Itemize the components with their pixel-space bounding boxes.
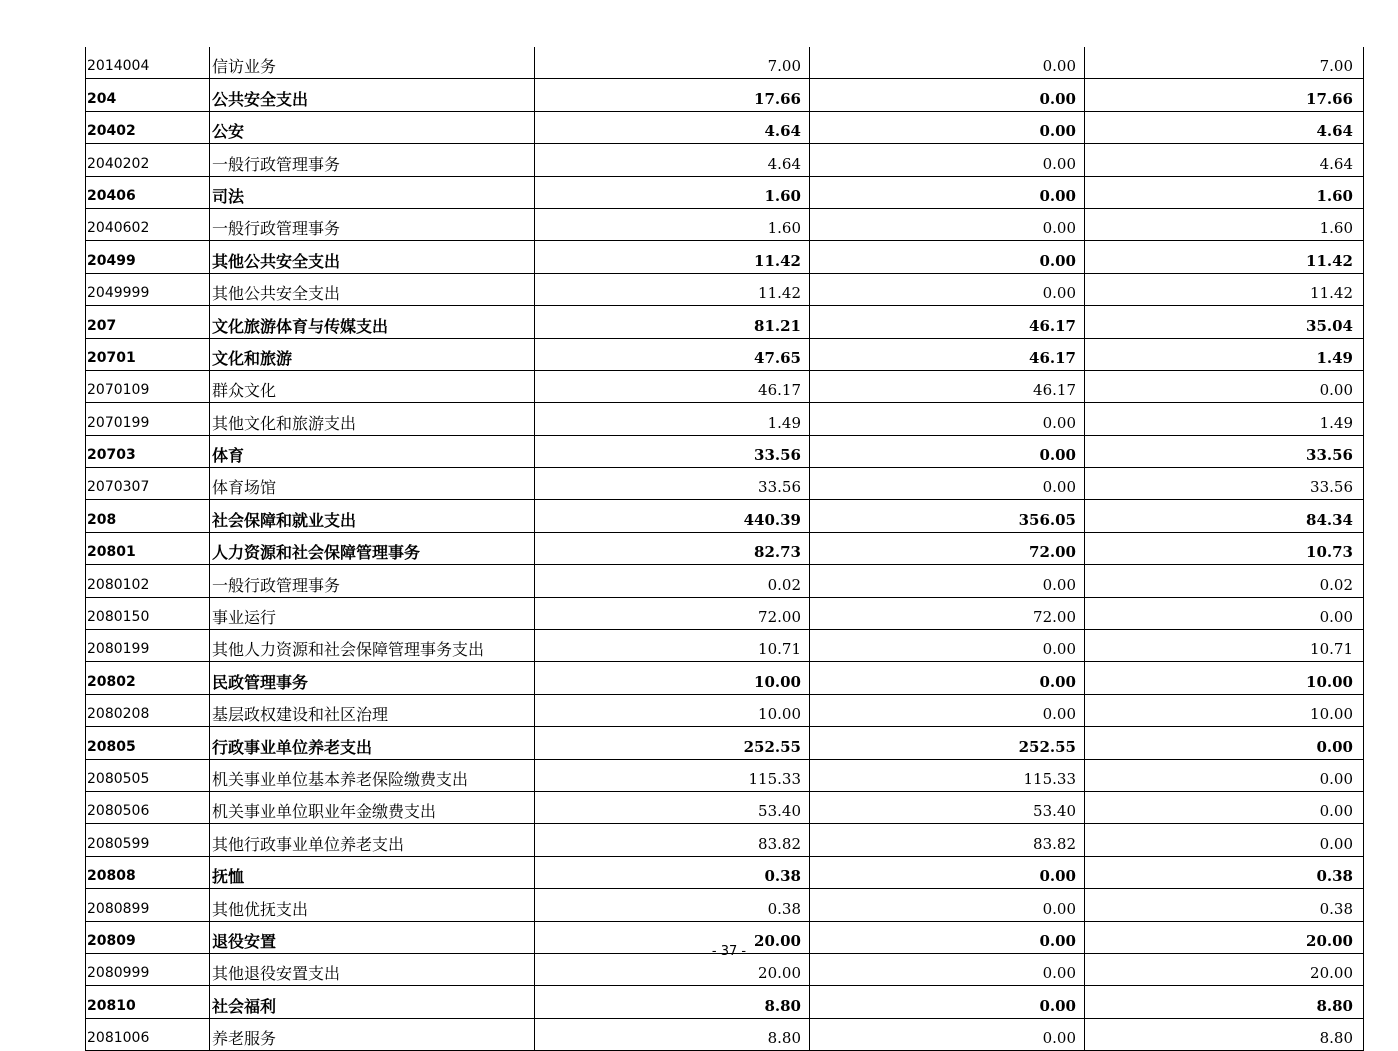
basic-expense-cell: 46.17 — [810, 306, 1085, 338]
basic-expense-cell: 0.00 — [810, 435, 1085, 467]
basic-expense-cell: 0.00 — [810, 176, 1085, 208]
total-amount-cell: 7.00 — [535, 47, 810, 79]
table-row — [86, 694, 1364, 726]
account-code-cell: 2081006 — [86, 1018, 210, 1050]
total-amount-cell: 10.71 — [535, 630, 810, 662]
account-code-cell: 2080506 — [86, 791, 210, 823]
account-code-cell: 20801 — [86, 532, 210, 564]
account-code-cell: 2080999 — [86, 953, 210, 985]
account-code-cell: 2080102 — [86, 565, 210, 597]
account-name-cell: 公共安全支出 — [210, 79, 535, 111]
basic-expense-cell: 0.00 — [810, 565, 1085, 597]
account-name-cell: 行政事业单位养老支出 — [210, 727, 535, 759]
total-amount-cell: 33.56 — [535, 468, 810, 500]
account-name-cell: 机关事业单位基本养老保险缴费支出 — [210, 759, 535, 791]
project-expense-cell: 11.42 — [1085, 241, 1364, 273]
account-code-cell: 2080150 — [86, 597, 210, 629]
budget-table — [85, 47, 1364, 1051]
account-code-cell: 2014004 — [86, 47, 210, 79]
table-row — [86, 791, 1364, 823]
account-name-cell: 一般行政管理事务 — [210, 208, 535, 240]
total-amount-cell: 0.02 — [535, 565, 810, 597]
total-amount-cell: 4.64 — [535, 111, 810, 143]
page-number: - 37 - — [711, 944, 747, 959]
account-code-cell: 20805 — [86, 727, 210, 759]
table-row — [86, 403, 1364, 435]
basic-expense-cell: 72.00 — [810, 532, 1085, 564]
account-code-cell: 20499 — [86, 241, 210, 273]
project-expense-cell: 84.34 — [1085, 500, 1364, 532]
basic-expense-cell: 0.00 — [810, 1018, 1085, 1050]
table-row — [86, 986, 1364, 1018]
table-row — [86, 630, 1364, 662]
basic-expense-cell: 46.17 — [810, 370, 1085, 402]
basic-expense-cell: 0.00 — [810, 662, 1085, 694]
total-amount-cell: 20.00 — [535, 921, 810, 953]
account-name-cell: 抚恤 — [210, 856, 535, 888]
total-amount-cell: 8.80 — [535, 986, 810, 1018]
table-row — [86, 565, 1364, 597]
project-expense-cell: 0.00 — [1085, 791, 1364, 823]
total-amount-cell: 252.55 — [535, 727, 810, 759]
total-amount-cell: 47.65 — [535, 338, 810, 370]
total-amount-cell: 81.21 — [535, 306, 810, 338]
project-expense-cell: 0.00 — [1085, 727, 1364, 759]
total-amount-cell: 1.60 — [535, 208, 810, 240]
table-row — [86, 889, 1364, 921]
project-expense-cell: 17.66 — [1085, 79, 1364, 111]
total-amount-cell: 0.38 — [535, 889, 810, 921]
total-amount-cell: 20.00 — [535, 953, 810, 985]
total-amount-cell: 46.17 — [535, 370, 810, 402]
account-code-cell: 20402 — [86, 111, 210, 143]
total-amount-cell: 1.49 — [535, 403, 810, 435]
account-code-cell: 20802 — [86, 662, 210, 694]
account-name-cell: 体育 — [210, 435, 535, 467]
total-amount-cell: 72.00 — [535, 597, 810, 629]
basic-expense-cell: 72.00 — [810, 597, 1085, 629]
account-name-cell: 人力资源和社会保障管理事务 — [210, 532, 535, 564]
total-amount-cell: 11.42 — [535, 273, 810, 305]
project-expense-cell: 8.80 — [1085, 986, 1364, 1018]
project-expense-cell: 1.49 — [1085, 403, 1364, 435]
account-name-cell: 体育场馆 — [210, 468, 535, 500]
account-name-cell: 基层政权建设和社区治理 — [210, 694, 535, 726]
basic-expense-cell: 0.00 — [810, 403, 1085, 435]
basic-expense-cell: 0.00 — [810, 986, 1085, 1018]
project-expense-cell: 4.64 — [1085, 111, 1364, 143]
account-name-cell: 机关事业单位职业年金缴费支出 — [210, 791, 535, 823]
project-expense-cell: 0.38 — [1085, 856, 1364, 888]
total-amount-cell: 4.64 — [535, 144, 810, 176]
account-code-cell: 20810 — [86, 986, 210, 1018]
account-code-cell: 2040602 — [86, 208, 210, 240]
basic-expense-cell: 0.00 — [810, 694, 1085, 726]
table-row — [86, 144, 1364, 176]
project-expense-cell: 10.00 — [1085, 662, 1364, 694]
table-row — [86, 468, 1364, 500]
account-code-cell: 2070307 — [86, 468, 210, 500]
total-amount-cell: 8.80 — [535, 1018, 810, 1050]
account-name-cell: 其他公共安全支出 — [210, 273, 535, 305]
account-name-cell: 退役安置 — [210, 921, 535, 953]
table-row — [86, 79, 1364, 111]
account-code-cell: 208 — [86, 500, 210, 532]
basic-expense-cell: 46.17 — [810, 338, 1085, 370]
basic-expense-cell: 0.00 — [810, 273, 1085, 305]
account-code-cell: 2070109 — [86, 370, 210, 402]
project-expense-cell: 11.42 — [1085, 273, 1364, 305]
project-expense-cell: 33.56 — [1085, 468, 1364, 500]
account-name-cell: 群众文化 — [210, 370, 535, 402]
table-row — [86, 370, 1364, 402]
table-row — [86, 824, 1364, 856]
basic-expense-cell: 356.05 — [810, 500, 1085, 532]
total-amount-cell: 10.00 — [535, 694, 810, 726]
account-code-cell: 2080899 — [86, 889, 210, 921]
total-amount-cell: 82.73 — [535, 532, 810, 564]
project-expense-cell: 20.00 — [1085, 953, 1364, 985]
basic-expense-cell: 0.00 — [810, 953, 1085, 985]
account-code-cell: 2040202 — [86, 144, 210, 176]
account-name-cell: 其他公共安全支出 — [210, 241, 535, 273]
total-amount-cell: 33.56 — [535, 435, 810, 467]
table-row — [86, 435, 1364, 467]
project-expense-cell: 35.04 — [1085, 306, 1364, 338]
table-row — [86, 338, 1364, 370]
account-name-cell: 民政管理事务 — [210, 662, 535, 694]
account-name-cell: 养老服务 — [210, 1018, 535, 1050]
basic-expense-cell: 0.00 — [810, 79, 1085, 111]
account-name-cell: 文化旅游体育与传媒支出 — [210, 306, 535, 338]
project-expense-cell: 0.00 — [1085, 370, 1364, 402]
total-amount-cell: 440.39 — [535, 500, 810, 532]
account-code-cell: 20808 — [86, 856, 210, 888]
project-expense-cell: 0.00 — [1085, 597, 1364, 629]
account-code-cell: 20703 — [86, 435, 210, 467]
total-amount-cell: 0.38 — [535, 856, 810, 888]
basic-expense-cell: 0.00 — [810, 468, 1085, 500]
table-row — [86, 662, 1364, 694]
basic-expense-cell: 0.00 — [810, 856, 1085, 888]
total-amount-cell: 115.33 — [535, 759, 810, 791]
project-expense-cell: 10.00 — [1085, 694, 1364, 726]
account-code-cell: 2080505 — [86, 759, 210, 791]
project-expense-cell: 10.73 — [1085, 532, 1364, 564]
account-name-cell: 一般行政管理事务 — [210, 144, 535, 176]
total-amount-cell: 10.00 — [535, 662, 810, 694]
total-amount-cell: 11.42 — [535, 241, 810, 273]
table-row — [86, 1018, 1364, 1050]
basic-expense-cell: 0.00 — [810, 47, 1085, 79]
total-amount-cell: 1.60 — [535, 176, 810, 208]
table-row — [86, 532, 1364, 564]
budget-table-body — [86, 47, 1364, 1051]
basic-expense-cell: 0.00 — [810, 889, 1085, 921]
project-expense-cell: 33.56 — [1085, 435, 1364, 467]
project-expense-cell: 20.00 — [1085, 921, 1364, 953]
account-code-cell: 2080199 — [86, 630, 210, 662]
basic-expense-cell: 83.82 — [810, 824, 1085, 856]
project-expense-cell: 1.60 — [1085, 176, 1364, 208]
table-row — [86, 273, 1364, 305]
basic-expense-cell: 0.00 — [810, 208, 1085, 240]
project-expense-cell: 7.00 — [1085, 47, 1364, 79]
project-expense-cell: 8.80 — [1085, 1018, 1364, 1050]
basic-expense-cell: 115.33 — [810, 759, 1085, 791]
table-row — [86, 47, 1364, 79]
account-name-cell: 一般行政管理事务 — [210, 565, 535, 597]
project-expense-cell: 10.71 — [1085, 630, 1364, 662]
project-expense-cell: 0.02 — [1085, 565, 1364, 597]
project-expense-cell: 1.49 — [1085, 338, 1364, 370]
basic-expense-cell: 0.00 — [810, 921, 1085, 953]
total-amount-cell: 53.40 — [535, 791, 810, 823]
account-code-cell: 20809 — [86, 921, 210, 953]
basic-expense-cell: 0.00 — [810, 144, 1085, 176]
table-row — [86, 759, 1364, 791]
account-name-cell: 其他行政事业单位养老支出 — [210, 824, 535, 856]
account-code-cell: 2080599 — [86, 824, 210, 856]
account-name-cell: 其他文化和旅游支出 — [210, 403, 535, 435]
account-name-cell: 事业运行 — [210, 597, 535, 629]
basic-expense-cell: 252.55 — [810, 727, 1085, 759]
total-amount-cell: 17.66 — [535, 79, 810, 111]
basic-expense-cell: 0.00 — [810, 630, 1085, 662]
table-row — [86, 111, 1364, 143]
account-name-cell: 公安 — [210, 111, 535, 143]
account-code-cell: 204 — [86, 79, 210, 111]
account-code-cell: 207 — [86, 306, 210, 338]
project-expense-cell: 0.38 — [1085, 889, 1364, 921]
table-row — [86, 208, 1364, 240]
table-row — [86, 727, 1364, 759]
account-name-cell: 其他人力资源和社会保障管理事务支出 — [210, 630, 535, 662]
account-name-cell: 其他退役安置支出 — [210, 953, 535, 985]
basic-expense-cell: 53.40 — [810, 791, 1085, 823]
table-row — [86, 597, 1364, 629]
basic-expense-cell: 0.00 — [810, 111, 1085, 143]
project-expense-cell: 4.64 — [1085, 144, 1364, 176]
account-code-cell: 20701 — [86, 338, 210, 370]
project-expense-cell: 0.00 — [1085, 824, 1364, 856]
account-code-cell: 2049999 — [86, 273, 210, 305]
table-row — [86, 241, 1364, 273]
table-row — [86, 500, 1364, 532]
account-name-cell: 社会福利 — [210, 986, 535, 1018]
account-name-cell: 信访业务 — [210, 47, 535, 79]
account-name-cell: 社会保障和就业支出 — [210, 500, 535, 532]
account-code-cell: 2080208 — [86, 694, 210, 726]
project-expense-cell: 1.60 — [1085, 208, 1364, 240]
project-expense-cell: 0.00 — [1085, 759, 1364, 791]
table-row — [86, 856, 1364, 888]
basic-expense-cell: 0.00 — [810, 241, 1085, 273]
account-code-cell: 2070199 — [86, 403, 210, 435]
table-row — [86, 306, 1364, 338]
account-name-cell: 其他优抚支出 — [210, 889, 535, 921]
account-name-cell: 文化和旅游 — [210, 338, 535, 370]
total-amount-cell: 83.82 — [535, 824, 810, 856]
account-code-cell: 20406 — [86, 176, 210, 208]
account-name-cell: 司法 — [210, 176, 535, 208]
table-row — [86, 176, 1364, 208]
